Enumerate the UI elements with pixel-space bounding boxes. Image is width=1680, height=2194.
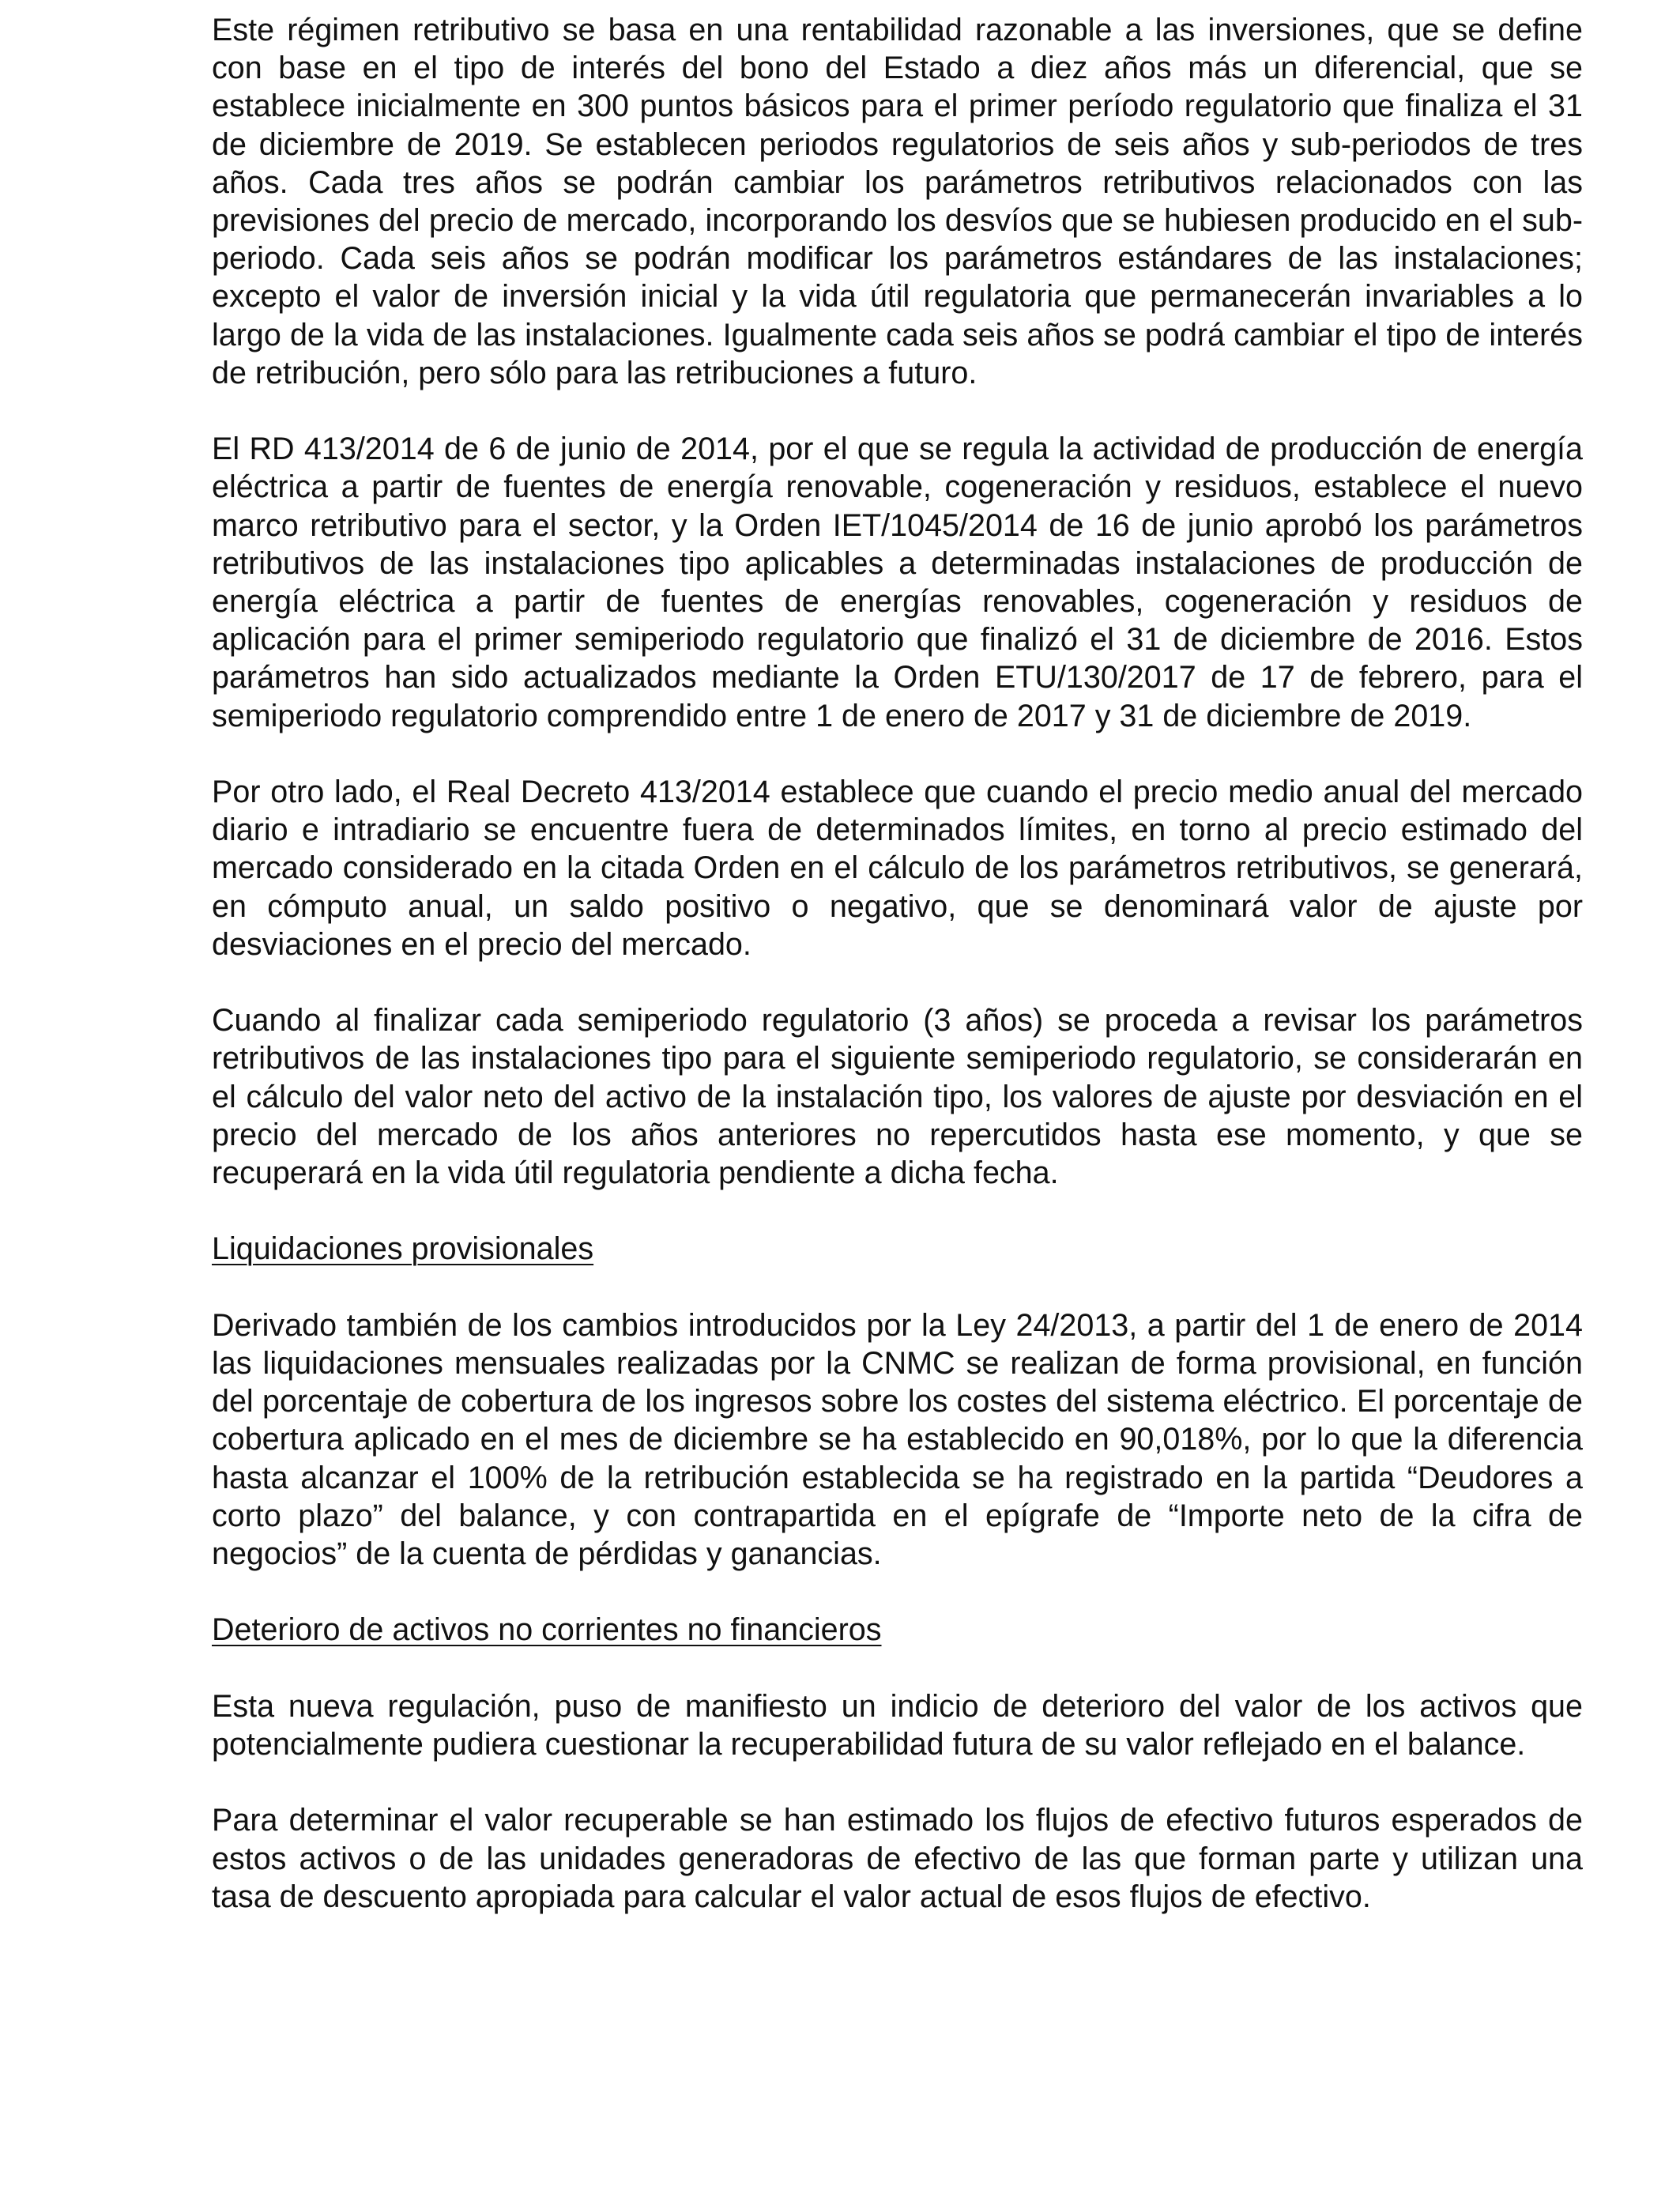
paragraph-valor-ajuste: Por otro lado, el Real Decreto 413/2014 establece que cuando el precio medio anual del mercado diario e intradiario se encuentre fuera de determinados límites, en torno al precio estimado del mercado considerado en la citada Orden en el cálculo de los parámetros retributivos, se generará, en cómputo anual, un saldo positivo o negativo, que se denominará valor de ajuste por desviaciones en el precio del mercado.	[212, 775, 1583, 962]
paragraph-semiperiodo: Cuando al finalizar cada semiperiodo regulatorio (3 años) se proceda a revisar los parámetros retributivos de las instalaciones tipo para el siguiente semiperiodo regulatorio, se considerarán en el cálculo del valor neto del activo de la instalación tipo, los valores de ajuste por desviación en el precio del mercado de los años anteriores no repercutidos hasta ese momento, y que se recuperará en la vida útil regulatoria pendiente a dicha fecha.	[212, 1003, 1583, 1191]
paragraph-deterioro-indicio: Esta nueva regulación, puso de manifiesto un indicio de deterioro del valor de los activos que potencialmente pudiera cuestionar la recuperabilidad futura de su valor reflejado en el balance.	[212, 1688, 1583, 1762]
document-page	[212, 11, 1583, 1954]
paragraph-valor-recuperable: Para determinar el valor recuperable se han estimado los flujos de efectivo futuros esperados de estos activos o de las unidades generadoras de efectivo de las que forman parte y utilizan una tasa de descuento apropiada para calcular el valor actual de esos flujos de efectivo.	[212, 1803, 1583, 1914]
paragraph-regimen-retributivo: Este régimen retributivo se basa en una rentabilidad razonable a las inversiones, que se define con base en el tipo de interés del bono del Estado a diez años más un diferencial, que se establece inicialmente en 300 puntos básicos para el primer período regulatorio que finaliza el 31 de diciembre de 2019. Se establecen periodos regulatorios de seis años y sub-periodos de tres años. Cada tres años se podrán cambiar los parámetros retributivos relacionados con las previsiones del precio de mercado, incorporando los desvíos que se hubiesen producido en el sub-periodo. Cada seis años se podrán modificar los parámetros estándares de las instalaciones; excepto el valor de inversión inicial y la vida útil regulatoria que permanecerán invariables a lo largo de la vida de las instalaciones. Igualmente cada seis años se podrá cambiar el tipo de interés de retribución, pero sólo para las retribuciones a futuro.	[212, 13, 1583, 390]
heading-deterioro-activos: Deterioro de activos no corrientes no financieros	[212, 1612, 882, 1648]
heading-liquidaciones-provisionales: Liquidaciones provisionales	[212, 1231, 594, 1267]
paragraph-liquidaciones: Derivado también de los cambios introducidos por la Ley 24/2013, a partir del 1 de enero de 2014 las liquidaciones mensuales realizadas por la CNMC se realizan de forma provisional, en función del porcentaje de cobertura de los ingresos sobre los costes del sistema eléctrico. El porcentaje de cobertura aplicado en el mes de diciembre se ha establecido en 90,018%, por lo que la diferencia hasta alcanzar el 100% de la retribución establecida se ha registrado en la partida “Deudores a corto plazo” del balance, y con contrapartida en el epígrafe de “Importe neto de la cifra de negocios” de la cuenta de pérdidas y ganancias.	[212, 1307, 1583, 1572]
paragraph-rd-413-2014: El RD 413/2014 de 6 de junio de 2014, por el que se regula la actividad de producción de energía eléctrica a partir de fuentes de energía renovable, cogeneración y residuos, establece el nuevo marco retributivo para el sector, y la Orden IET/1045/2014 de 16 de junio aprobó los parámetros retributivos de las instalaciones tipo aplicables a determinadas instalaciones de producción de energía eléctrica a partir de fuentes de energías renovables, cogeneración y residuos de aplicación para el primer semiperiodo regulatorio que finalizó el 31 de diciembre de 2016. Estos parámetros han sido actualizados mediante la Orden ETU/130/2017 de 17 de febrero, para el semiperiodo regulatorio comprendido entre 1 de enero de 2017 y 31 de diciembre de 2019.	[212, 432, 1583, 733]
